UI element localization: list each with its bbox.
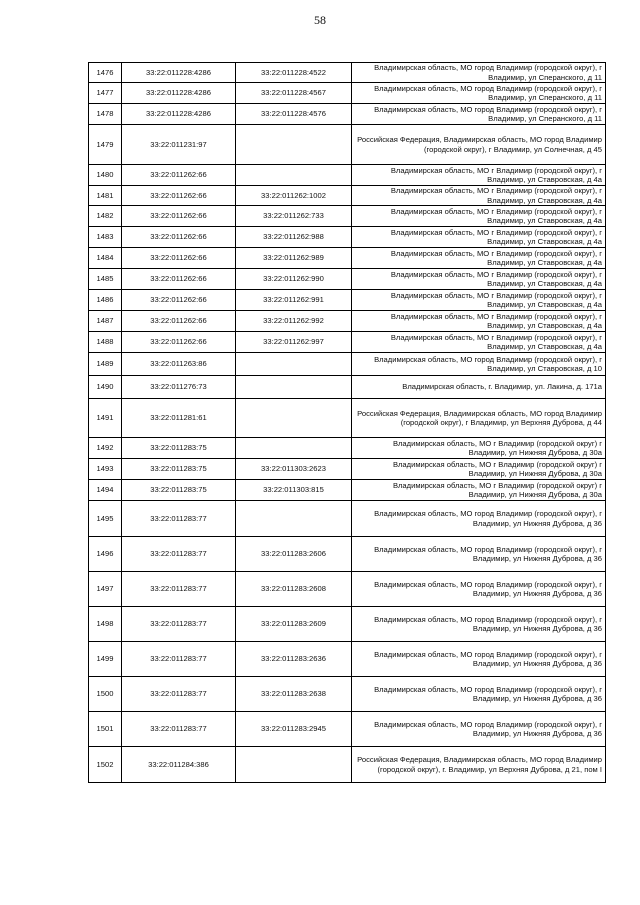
address-cell: Владимирская область, МО г Владимир (городской округ), г Владимир, ул Ставровская, д 4а	[352, 311, 606, 332]
table-row	[89, 459, 606, 480]
row-number-cell: 1488	[89, 332, 122, 353]
table-row	[89, 747, 606, 783]
address-cell: Владимирская область, г. Владимир, ул. Лакина, д. 171а	[352, 376, 606, 399]
table-row	[89, 607, 606, 642]
table-row	[89, 332, 606, 353]
row-number-cell: 1495	[89, 501, 122, 537]
table-body	[89, 63, 606, 783]
table-row	[89, 290, 606, 311]
parent-cadastral-number-cell: 33:22:011228:4286	[122, 63, 236, 83]
row-number-cell: 1491	[89, 399, 122, 438]
child-cadastral-number-cell: 33:22:011283:2609	[236, 607, 352, 642]
address-cell: Владимирская область, МО город Владимир (городской округ), г Владимир, ул Нижняя Дуброва, д 36	[352, 501, 606, 537]
address-cell: Российская Федерация, Владимирская область, МО город Владимир (городской округ), г Владимир, ул Верхняя Дуброва, д 44	[352, 399, 606, 438]
child-cadastral-number-cell	[236, 747, 352, 783]
row-number-cell: 1500	[89, 677, 122, 712]
table-row	[89, 206, 606, 227]
table-row	[89, 399, 606, 438]
row-number-cell: 1483	[89, 227, 122, 248]
table-row	[89, 376, 606, 399]
parent-cadastral-number-cell: 33:22:011262:66	[122, 186, 236, 206]
row-number-cell: 1492	[89, 438, 122, 459]
child-cadastral-number-cell: 33:22:011283:2638	[236, 677, 352, 712]
row-number-cell: 1486	[89, 290, 122, 311]
child-cadastral-number-cell: 33:22:011303:815	[236, 480, 352, 501]
table-row	[89, 480, 606, 501]
table-row	[89, 186, 606, 206]
address-cell: Владимирская область, МО город Владимир (городской округ), г Владимир, ул Сперанского, д 11	[352, 104, 606, 125]
parent-cadastral-number-cell: 33:22:011283:77	[122, 501, 236, 537]
address-cell: Владимирская область, МО г Владимир (городской округ), г Владимир, ул Ставровская, д 4а	[352, 186, 606, 206]
parent-cadastral-number-cell: 33:22:011262:66	[122, 248, 236, 269]
address-cell: Владимирская область, МО г Владимир (городской округ) г Владимир, ул Нижняя Дуброва, д 30а	[352, 438, 606, 459]
land-parcel-table	[88, 62, 606, 783]
row-number-cell: 1477	[89, 83, 122, 104]
address-cell: Владимирская область, МО г Владимир (городской округ), г Владимир, ул Ставровская, д 4а	[352, 290, 606, 311]
child-cadastral-number-cell	[236, 353, 352, 376]
address-cell: Владимирская область, МО город Владимир (городской округ), г Владимир, ул Ставровская, д 10	[352, 353, 606, 376]
row-number-cell: 1502	[89, 747, 122, 783]
row-number-cell: 1487	[89, 311, 122, 332]
child-cadastral-number-cell	[236, 501, 352, 537]
table-row	[89, 501, 606, 537]
table-row	[89, 227, 606, 248]
parent-cadastral-number-cell: 33:22:011284:386	[122, 747, 236, 783]
table-row	[89, 104, 606, 125]
address-cell: Владимирская область, МО город Владимир (городской округ), г Владимир, ул Нижняя Дуброва, д 36	[352, 642, 606, 677]
address-cell: Российская Федерация, Владимирская область, МО город Владимир (городской округ), г Владимир, ул Солнечная, д 45	[352, 125, 606, 165]
table-row	[89, 438, 606, 459]
parent-cadastral-number-cell: 33:22:011283:75	[122, 438, 236, 459]
parent-cadastral-number-cell: 33:22:011283:77	[122, 642, 236, 677]
address-cell: Владимирская область, МО г Владимир (городской округ), г Владимир, ул Ставровская, д 4а	[352, 248, 606, 269]
parent-cadastral-number-cell: 33:22:011262:66	[122, 311, 236, 332]
address-cell: Владимирская область, МО г Владимир (городской округ) г Владимир, ул Нижняя Дуброва, д 30а	[352, 459, 606, 480]
child-cadastral-number-cell: 33:22:011228:4522	[236, 63, 352, 83]
child-cadastral-number-cell: 33:22:011262:997	[236, 332, 352, 353]
child-cadastral-number-cell: 33:22:011303:2623	[236, 459, 352, 480]
child-cadastral-number-cell: 33:22:011262:733	[236, 206, 352, 227]
row-number-cell: 1480	[89, 165, 122, 186]
parent-cadastral-number-cell: 33:22:011283:77	[122, 677, 236, 712]
parent-cadastral-number-cell: 33:22:011262:66	[122, 290, 236, 311]
row-number-cell: 1479	[89, 125, 122, 165]
table-row	[89, 712, 606, 747]
parent-cadastral-number-cell: 33:22:011262:66	[122, 227, 236, 248]
child-cadastral-number-cell	[236, 438, 352, 459]
child-cadastral-number-cell: 33:22:011262:988	[236, 227, 352, 248]
row-number-cell: 1494	[89, 480, 122, 501]
child-cadastral-number-cell: 33:22:011228:4567	[236, 83, 352, 104]
parent-cadastral-number-cell: 33:22:011262:66	[122, 332, 236, 353]
table-row	[89, 125, 606, 165]
child-cadastral-number-cell: 33:22:011283:2945	[236, 712, 352, 747]
row-number-cell: 1496	[89, 537, 122, 572]
row-number-cell: 1478	[89, 104, 122, 125]
table-row	[89, 677, 606, 712]
parent-cadastral-number-cell: 33:22:011283:77	[122, 537, 236, 572]
table-row	[89, 165, 606, 186]
child-cadastral-number-cell	[236, 399, 352, 438]
child-cadastral-number-cell	[236, 125, 352, 165]
child-cadastral-number-cell: 33:22:011283:2606	[236, 537, 352, 572]
address-cell: Владимирская область, МО г Владимир (городской округ), г Владимир, ул Ставровская, д 4а	[352, 269, 606, 290]
parent-cadastral-number-cell: 33:22:011283:75	[122, 459, 236, 480]
child-cadastral-number-cell	[236, 165, 352, 186]
address-cell: Владимирская область, МО г Владимир (городской округ) г Владимир, ул Нижняя Дуброва, д 30а	[352, 480, 606, 501]
table-row	[89, 353, 606, 376]
parent-cadastral-number-cell: 33:22:011263:86	[122, 353, 236, 376]
parent-cadastral-number-cell: 33:22:011283:77	[122, 607, 236, 642]
table-row	[89, 269, 606, 290]
table-row	[89, 572, 606, 607]
address-cell: Владимирская область, МО город Владимир (городской округ), г Владимир, ул Нижняя Дуброва, д 36	[352, 607, 606, 642]
row-number-cell: 1484	[89, 248, 122, 269]
row-number-cell: 1493	[89, 459, 122, 480]
address-cell: Владимирская область, МО город Владимир (городской округ), г Владимир, ул Нижняя Дуброва, д 36	[352, 677, 606, 712]
parent-cadastral-number-cell: 33:22:011231:97	[122, 125, 236, 165]
child-cadastral-number-cell: 33:22:011262:991	[236, 290, 352, 311]
table-row	[89, 83, 606, 104]
address-cell: Владимирская область, МО г Владимир (городской округ), г Владимир, ул Ставровская, д 4а	[352, 227, 606, 248]
parent-cadastral-number-cell: 33:22:011262:66	[122, 269, 236, 290]
row-number-cell: 1490	[89, 376, 122, 399]
row-number-cell: 1498	[89, 607, 122, 642]
parent-cadastral-number-cell: 33:22:011283:77	[122, 572, 236, 607]
row-number-cell: 1476	[89, 63, 122, 83]
child-cadastral-number-cell: 33:22:011283:2608	[236, 572, 352, 607]
parent-cadastral-number-cell: 33:22:011276:73	[122, 376, 236, 399]
child-cadastral-number-cell: 33:22:011262:1002	[236, 186, 352, 206]
address-cell: Владимирская область, МО город Владимир (городской округ), г Владимир, ул Сперанского, д 11	[352, 63, 606, 83]
parent-cadastral-number-cell: 33:22:011283:77	[122, 712, 236, 747]
parent-cadastral-number-cell: 33:22:011262:66	[122, 165, 236, 186]
parent-cadastral-number-cell: 33:22:011283:75	[122, 480, 236, 501]
row-number-cell: 1489	[89, 353, 122, 376]
parent-cadastral-number-cell: 33:22:011262:66	[122, 206, 236, 227]
page-number: 58	[314, 13, 326, 27]
table-row	[89, 63, 606, 83]
table-row	[89, 537, 606, 572]
parent-cadastral-number-cell: 33:22:011228:4286	[122, 104, 236, 125]
child-cadastral-number-cell: 33:22:011262:990	[236, 269, 352, 290]
child-cadastral-number-cell	[236, 376, 352, 399]
address-cell: Владимирская область, МО город Владимир (городской округ), г Владимир, ул Нижняя Дуброва, д 36	[352, 572, 606, 607]
parent-cadastral-number-cell: 33:22:011281:61	[122, 399, 236, 438]
address-cell: Владимирская область, МО город Владимир (городской округ), г Владимир, ул Нижняя Дуброва, д 36	[352, 712, 606, 747]
child-cadastral-number-cell: 33:22:011262:992	[236, 311, 352, 332]
row-number-cell: 1501	[89, 712, 122, 747]
child-cadastral-number-cell: 33:22:011228:4576	[236, 104, 352, 125]
address-cell: Владимирская область, МО г Владимир (городской округ), г Владимир, ул Ставровская, д 4а	[352, 206, 606, 227]
child-cadastral-number-cell: 33:22:011283:2636	[236, 642, 352, 677]
parent-cadastral-number-cell: 33:22:011228:4286	[122, 83, 236, 104]
address-cell: Владимирская область, МО г Владимир (городской округ), г Владимир, ул Ставровская, д 4а	[352, 165, 606, 186]
table-row	[89, 642, 606, 677]
address-cell: Владимирская область, МО г Владимир (городской округ), г Владимир, ул Ставровская, д 4а	[352, 332, 606, 353]
address-cell: Владимирская область, МО город Владимир (городской округ), г Владимир, ул Нижняя Дуброва, д 36	[352, 537, 606, 572]
row-number-cell: 1485	[89, 269, 122, 290]
child-cadastral-number-cell: 33:22:011262:989	[236, 248, 352, 269]
table-row	[89, 248, 606, 269]
table-row	[89, 311, 606, 332]
address-cell: Российская Федерация, Владимирская область, МО город Владимир (городской округ), г. Владимир, ул Верхняя Дуброва, д 21, пом I	[352, 747, 606, 783]
address-cell: Владимирская область, МО город Владимир (городской округ), г Владимир, ул Сперанского, д 11	[352, 83, 606, 104]
row-number-cell: 1481	[89, 186, 122, 206]
row-number-cell: 1497	[89, 572, 122, 607]
row-number-cell: 1499	[89, 642, 122, 677]
row-number-cell: 1482	[89, 206, 122, 227]
